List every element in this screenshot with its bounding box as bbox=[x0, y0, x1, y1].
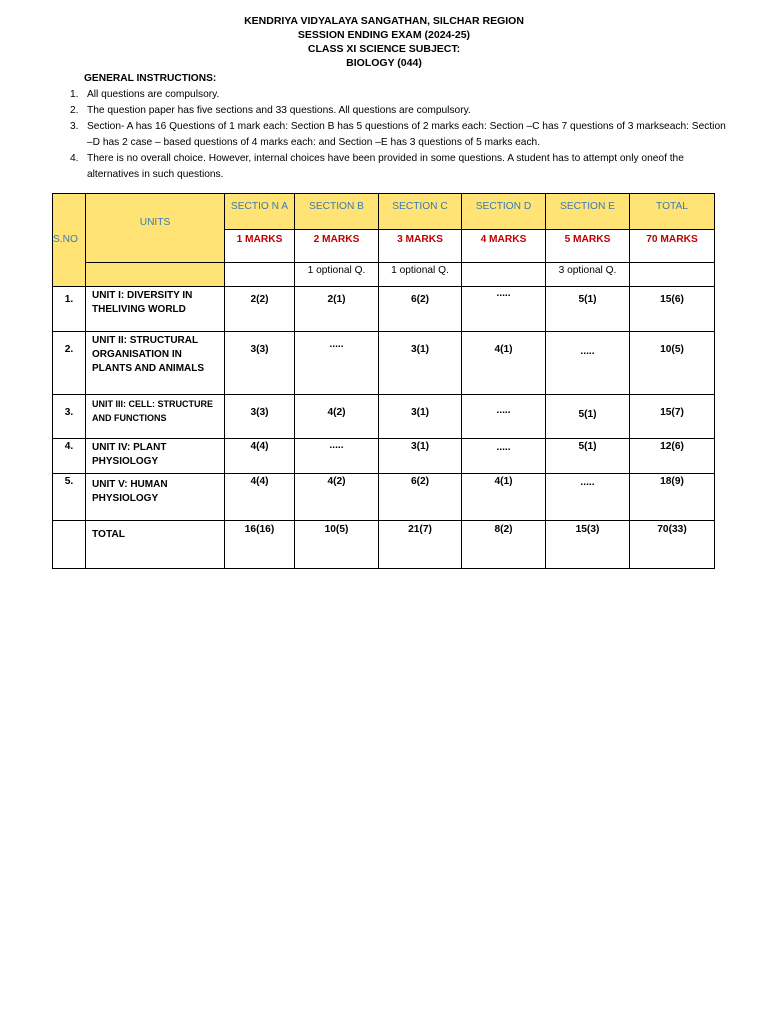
instruction-text: The question paper has five sections and 33 questions. All questions are compulsory. bbox=[87, 105, 471, 116]
row-section-c: 3(1) bbox=[379, 439, 462, 474]
instruction-text: All questions are compulsory. bbox=[87, 89, 220, 100]
instruction-text: There is no overall choice. However, internal choices have been provided in some questions. A student has to attempt only oneof the alternatives in such questions. bbox=[87, 153, 684, 180]
section-e-optional: 3 optional Q. bbox=[546, 263, 630, 287]
row-section-c: 3(1) bbox=[379, 332, 462, 395]
section-d-optional bbox=[462, 263, 546, 287]
blueprint-table bbox=[52, 193, 715, 569]
sno-header: S.NO bbox=[53, 194, 86, 287]
total-optional bbox=[630, 263, 715, 287]
row-section-d: 4(1) bbox=[462, 474, 546, 521]
instruction-item bbox=[56, 87, 726, 103]
row-section-a: 4(4) bbox=[225, 439, 295, 474]
row-sno: 3. bbox=[53, 395, 86, 439]
total-section-d: 8(2) bbox=[462, 521, 546, 569]
instructions-list bbox=[56, 87, 726, 183]
instruction-number: 2. bbox=[70, 105, 79, 116]
table-total-row bbox=[53, 521, 715, 569]
row-section-d: ..... bbox=[462, 439, 546, 474]
row-section-a: 3(3) bbox=[225, 332, 295, 395]
total-section-a: 16(16) bbox=[225, 521, 295, 569]
instruction-number: 1. bbox=[70, 89, 79, 100]
section-a-header: SECTIO N A bbox=[225, 194, 295, 230]
row-section-e: 5(1) bbox=[546, 395, 630, 439]
row-section-b: 4(2) bbox=[295, 474, 379, 521]
section-b-optional: 1 optional Q. bbox=[295, 263, 379, 287]
instructions-title: GENERAL INSTRUCTIONS: bbox=[84, 73, 217, 84]
section-c-header: SECTION C bbox=[379, 194, 462, 230]
section-c-optional: 1 optional Q. bbox=[379, 263, 462, 287]
header-exam: SESSION ENDING EXAM (2024-25) bbox=[297, 29, 471, 41]
section-e-header: SECTION E bbox=[546, 194, 630, 230]
total-section-b: 10(5) bbox=[295, 521, 379, 569]
row-section-b: ..... bbox=[295, 332, 379, 395]
section-c-marks: 3 MARKS bbox=[379, 230, 462, 263]
row-section-e: 5(1) bbox=[546, 287, 630, 332]
table-row bbox=[53, 332, 715, 395]
row-section-d: 4(1) bbox=[462, 332, 546, 395]
instruction-number: 3. bbox=[70, 121, 79, 132]
instruction-text: Section- A has 16 Questions of 1 mark each: Section B has 5 questions of 2 marks each: Section –C has 7 questions of 3 markseach: Section –D has 2 case – based questions of 4 marks each: and Section –E has 3 questions of 5 marks each. bbox=[87, 121, 726, 148]
row-section-a: 2(2) bbox=[225, 287, 295, 332]
row-unit: UNIT III: CELL: STRUCTURE AND FUNCTIONS bbox=[86, 395, 225, 439]
total-marks: 70 MARKS bbox=[630, 230, 715, 263]
section-d-marks: 4 MARKS bbox=[462, 230, 546, 263]
header-subject: BIOLOGY (044) bbox=[346, 57, 422, 69]
row-sno: 1. bbox=[53, 287, 86, 332]
units-header: UNITS bbox=[86, 194, 225, 263]
row-section-b: 2(1) bbox=[295, 287, 379, 332]
table-row bbox=[53, 439, 715, 474]
row-section-d: ..... bbox=[462, 287, 546, 332]
row-sno: 5. bbox=[53, 474, 86, 521]
row-total: 18(9) bbox=[630, 474, 715, 521]
row-total: 15(6) bbox=[630, 287, 715, 332]
row-total: 10(5) bbox=[630, 332, 715, 395]
total-row-label: TOTAL bbox=[86, 521, 225, 569]
section-a-optional bbox=[225, 263, 295, 287]
table-row bbox=[53, 287, 715, 332]
section-b-header: SECTION B bbox=[295, 194, 379, 230]
row-section-d: ..... bbox=[462, 395, 546, 439]
row-sno: 4. bbox=[53, 439, 86, 474]
section-d-header: SECTION D bbox=[462, 194, 546, 230]
units-header-fill bbox=[86, 263, 225, 287]
row-total: 12(6) bbox=[630, 439, 715, 474]
row-section-b: ..... bbox=[295, 439, 379, 474]
row-section-e: ..... bbox=[546, 332, 630, 395]
section-e-marks: 5 MARKS bbox=[546, 230, 630, 263]
row-unit: UNIT II: STRUCTURAL ORGANISATION IN PLANTS AND ANIMALS bbox=[86, 332, 225, 395]
header-organisation: KENDRIYA VIDYALAYA SANGATHAN, SILCHAR REGION bbox=[244, 15, 524, 27]
total-row-sno bbox=[53, 521, 86, 569]
row-unit: UNIT I: DIVERSITY IN THELIVING WORLD bbox=[86, 287, 225, 332]
row-section-c: 3(1) bbox=[379, 395, 462, 439]
row-section-e: 5(1) bbox=[546, 439, 630, 474]
table-optional-row bbox=[53, 263, 715, 287]
total-header: TOTAL bbox=[630, 194, 715, 230]
total-section-e: 15(3) bbox=[546, 521, 630, 569]
row-section-c: 6(2) bbox=[379, 474, 462, 521]
general-instructions bbox=[56, 72, 726, 183]
row-unit: UNIT V: HUMAN PHYSIOLOGY bbox=[86, 474, 225, 521]
section-a-marks: 1 MARKS bbox=[225, 230, 295, 263]
document-header bbox=[0, 14, 768, 70]
header-class: CLASS XI SCIENCE SUBJECT: bbox=[307, 43, 461, 55]
section-b-marks: 2 MARKS bbox=[295, 230, 379, 263]
row-section-e: ..... bbox=[546, 474, 630, 521]
instruction-item bbox=[56, 103, 726, 119]
total-section-c: 21(7) bbox=[379, 521, 462, 569]
row-section-a: 4(4) bbox=[225, 474, 295, 521]
instruction-item bbox=[56, 119, 726, 151]
table-header-row bbox=[53, 194, 715, 230]
row-section-c: 6(2) bbox=[379, 287, 462, 332]
table-row bbox=[53, 474, 715, 521]
instruction-item bbox=[56, 151, 726, 183]
instruction-number: 4. bbox=[70, 153, 79, 164]
row-sno: 2. bbox=[53, 332, 86, 395]
total-grand: 70(33) bbox=[630, 521, 715, 569]
row-section-a: 3(3) bbox=[225, 395, 295, 439]
row-unit: UNIT IV: PLANT PHYSIOLOGY bbox=[86, 439, 225, 474]
table-row bbox=[53, 395, 715, 439]
row-section-b: 4(2) bbox=[295, 395, 379, 439]
row-total: 15(7) bbox=[630, 395, 715, 439]
